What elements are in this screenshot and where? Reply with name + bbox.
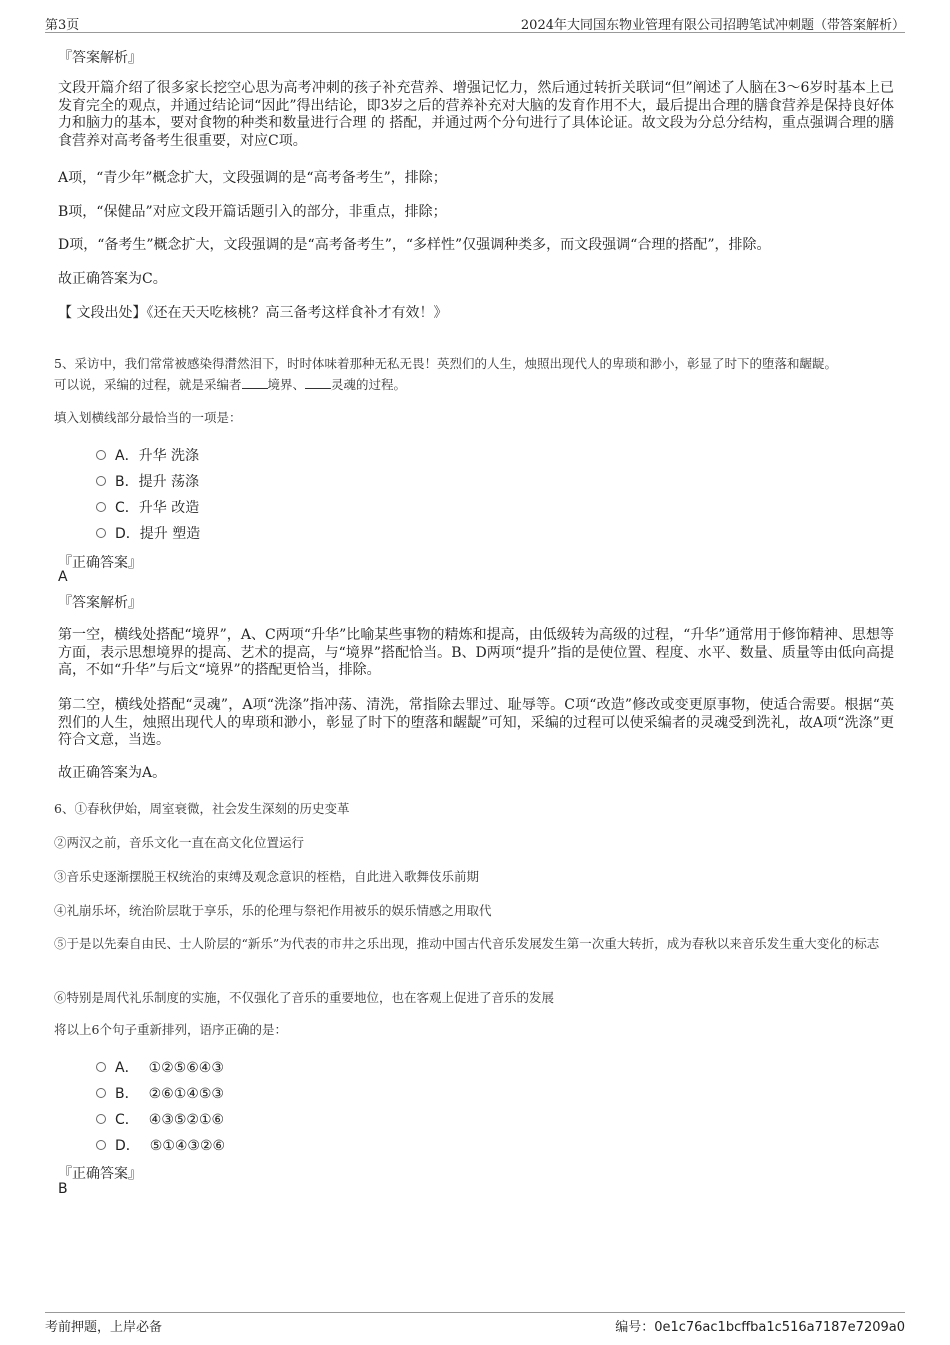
q5-line-2-part-b: 境界、 — [267, 377, 306, 392]
q5-option-c[interactable] — [96, 497, 199, 517]
q5-line-1: 5、采访中，我们常常被感染得潸然泪下，时时体味着那种无私无畏！英烈们的人生，烛照出现代人的卑琐和渺小，彰显了时下的堕落和龌龊。 — [54, 356, 837, 371]
q6-prompt: 将以上6个句子重新排列，语序正确的是： — [54, 1022, 287, 1037]
q5-analysis-label: 『答案解析』 — [58, 595, 142, 611]
radio-icon[interactable] — [96, 450, 106, 460]
page-number: 第3页 — [45, 18, 80, 33]
q6-correct-label: 『正确答案』 — [58, 1166, 142, 1182]
option-text: ②⑥①④⑤③ — [148, 1086, 224, 1102]
q6-sentence-4: ④礼崩乐坏，统治阶层耽于享乐，乐的伦理与祭祀作用被乐的娱乐情感之用取代 — [54, 903, 492, 918]
q5-option-d[interactable] — [96, 523, 200, 543]
q6-correct-answer: B — [58, 1181, 68, 1197]
document-title: 2024年大同国东物业管理有限公司招聘笔试冲刺题（带答案解析） — [520, 18, 905, 33]
q5-line-2 — [54, 374, 904, 395]
q6-option-b[interactable] — [96, 1083, 224, 1103]
q6-sentence-2: ②两汉之前，音乐文化一直在高文化位置运行 — [54, 835, 305, 850]
q5-analysis-paragraph-2: 第二空，横线处搭配“灵魂”，A项“洗涤”指冲荡、清洗，常指除去罪过、耻辱等。C项“改造”修改或变更原事物，使适合需要。根据“英烈们的人生，烛照出现代人的卑琐和渺小，彰显了时下的堕落和龌龊”可知，采编的过程可以使采编者的灵魂受到洗礼，故A项“洗涤”更符合文意，当选。 — [58, 697, 894, 748]
q5-option-b[interactable] — [96, 471, 199, 491]
page-header — [45, 12, 905, 33]
q6-option-c[interactable] — [96, 1109, 224, 1129]
option-text: 提升 荡涤 — [138, 474, 200, 490]
q6-sentence-6: ⑥特别是周代礼乐制度的实施，不仅强化了音乐的重要地位，也在客观上促进了音乐的发展 — [54, 990, 555, 1005]
q6-option-d[interactable] — [96, 1135, 225, 1155]
code-value: 0e1c76ac1bcffba1c516a7187e7209a0 — [654, 1320, 905, 1335]
q5-analysis-paragraph-1: 第一空，横线处搭配“境界”，A、C两项“升华”比喻某些事物的精炼和提高，由低级转为高级的过程，“升华”通常用于修饰精神、思想等方面，表示思想境界的提高、艺术的提高，与“境界”搭配恰当。B、D两项“提升”指的是使位置、程度、水平、数量、质量等由低向高提高，不如“升华”与后文“境界”的搭配更恰当，排除。 — [58, 627, 894, 678]
radio-icon[interactable] — [96, 1114, 106, 1124]
q5-conclusion: 故正确答案为A。 — [58, 765, 167, 781]
radio-icon[interactable] — [96, 1140, 106, 1150]
document-code — [615, 1316, 905, 1335]
q5-stem — [54, 353, 904, 395]
option-text: ①②⑤⑥④③ — [148, 1060, 224, 1076]
q5-line-2-part-a: 可以说，采编的过程，就是采编者 — [54, 377, 242, 392]
q5-correct-label: 『正确答案』 — [58, 555, 142, 571]
q6-sentence-1: 6、①春秋伊始，周室衰微，社会发生深刻的历史变革 — [54, 801, 350, 816]
q6-sentence-5: ⑤于是以先秦自由民、士人阶层的“新乐”为代表的市井之乐出现，推动中国古代音乐发展发生第一次重大转折，成为春秋以来音乐发生重大变化的标志 — [54, 936, 880, 951]
radio-icon[interactable] — [96, 1088, 106, 1098]
blank-2 — [305, 378, 331, 389]
q6-option-a[interactable] — [96, 1057, 224, 1077]
option-key: B． — [115, 1086, 139, 1102]
answer-conclusion: 故正确答案为C。 — [58, 271, 167, 287]
passage-source: 【 文段出处】《还在天天吃核桃？高三备考这样食补才有效！》 — [58, 305, 448, 321]
option-text: 升华 改造 — [138, 500, 200, 516]
q5-correct-answer: A — [58, 569, 68, 585]
page-footer — [45, 1312, 905, 1333]
radio-icon[interactable] — [96, 528, 106, 538]
option-key: C． — [115, 500, 139, 516]
footer-slogan: 考前押题，上岸必备 — [45, 1320, 163, 1335]
q5-line-2-part-c: 灵魂的过程。 — [331, 377, 407, 392]
option-a-analysis: A项，“青少年”概念扩大，文段强调的是“高考备考生”，排除； — [58, 170, 447, 186]
radio-icon[interactable] — [96, 476, 106, 486]
option-key: D． — [115, 526, 140, 542]
radio-icon[interactable] — [96, 502, 106, 512]
option-d-analysis: D项，“备考生”概念扩大，文段强调的是“高考备考生”，“多样性”仅强调种类多，而文段强调“合理的搭配”，排除。 — [58, 237, 771, 253]
q6-sentence-3: ③音乐史逐渐摆脱王权统治的束缚及观念意识的桎梏，自此进入歌舞伎乐前期 — [54, 869, 480, 884]
option-key: A． — [115, 1060, 139, 1076]
analysis-paragraph: 文段开篇介绍了很多家长挖空心思为高考冲刺的孩子补充营养、增强记忆力，然后通过转折关联词“但”阐述了人脑在3～6岁时基本上已发育完全的观点，并通过结论词“因此”得出结论，即3岁之后的营养补充对大脑的发育作用不大，最后提出合理的膳食营养是保持良好体力和脑力的基本，要对食物的种类和数量进行合理 的 搭配，并通过两个分句进行了具体论证。故文段为分总分结构，重点强调合理的膳食营养对高考备考生很重要，对应C项。 — [58, 80, 894, 149]
option-text: ④③⑤②①⑥ — [148, 1112, 225, 1128]
analysis-label: 『答案解析』 — [58, 50, 142, 66]
option-key: B． — [115, 474, 139, 490]
q5-prompt: 填入划横线部分最恰当的一项是： — [54, 410, 242, 425]
code-label: 编号： — [615, 1320, 655, 1335]
option-key: C． — [115, 1112, 139, 1128]
option-text: ⑤①④③②⑥ — [149, 1138, 226, 1154]
radio-icon[interactable] — [96, 1062, 106, 1072]
option-text: 提升 塑造 — [139, 526, 201, 542]
blank-1 — [242, 378, 268, 389]
option-key: D． — [115, 1138, 140, 1154]
option-text: 升华 洗涤 — [138, 448, 200, 464]
option-b-analysis: B项，“保健品”对应文段开篇话题引入的部分，非重点，排除； — [58, 204, 447, 220]
option-key: A． — [115, 448, 139, 464]
q5-option-a[interactable] — [96, 445, 199, 465]
